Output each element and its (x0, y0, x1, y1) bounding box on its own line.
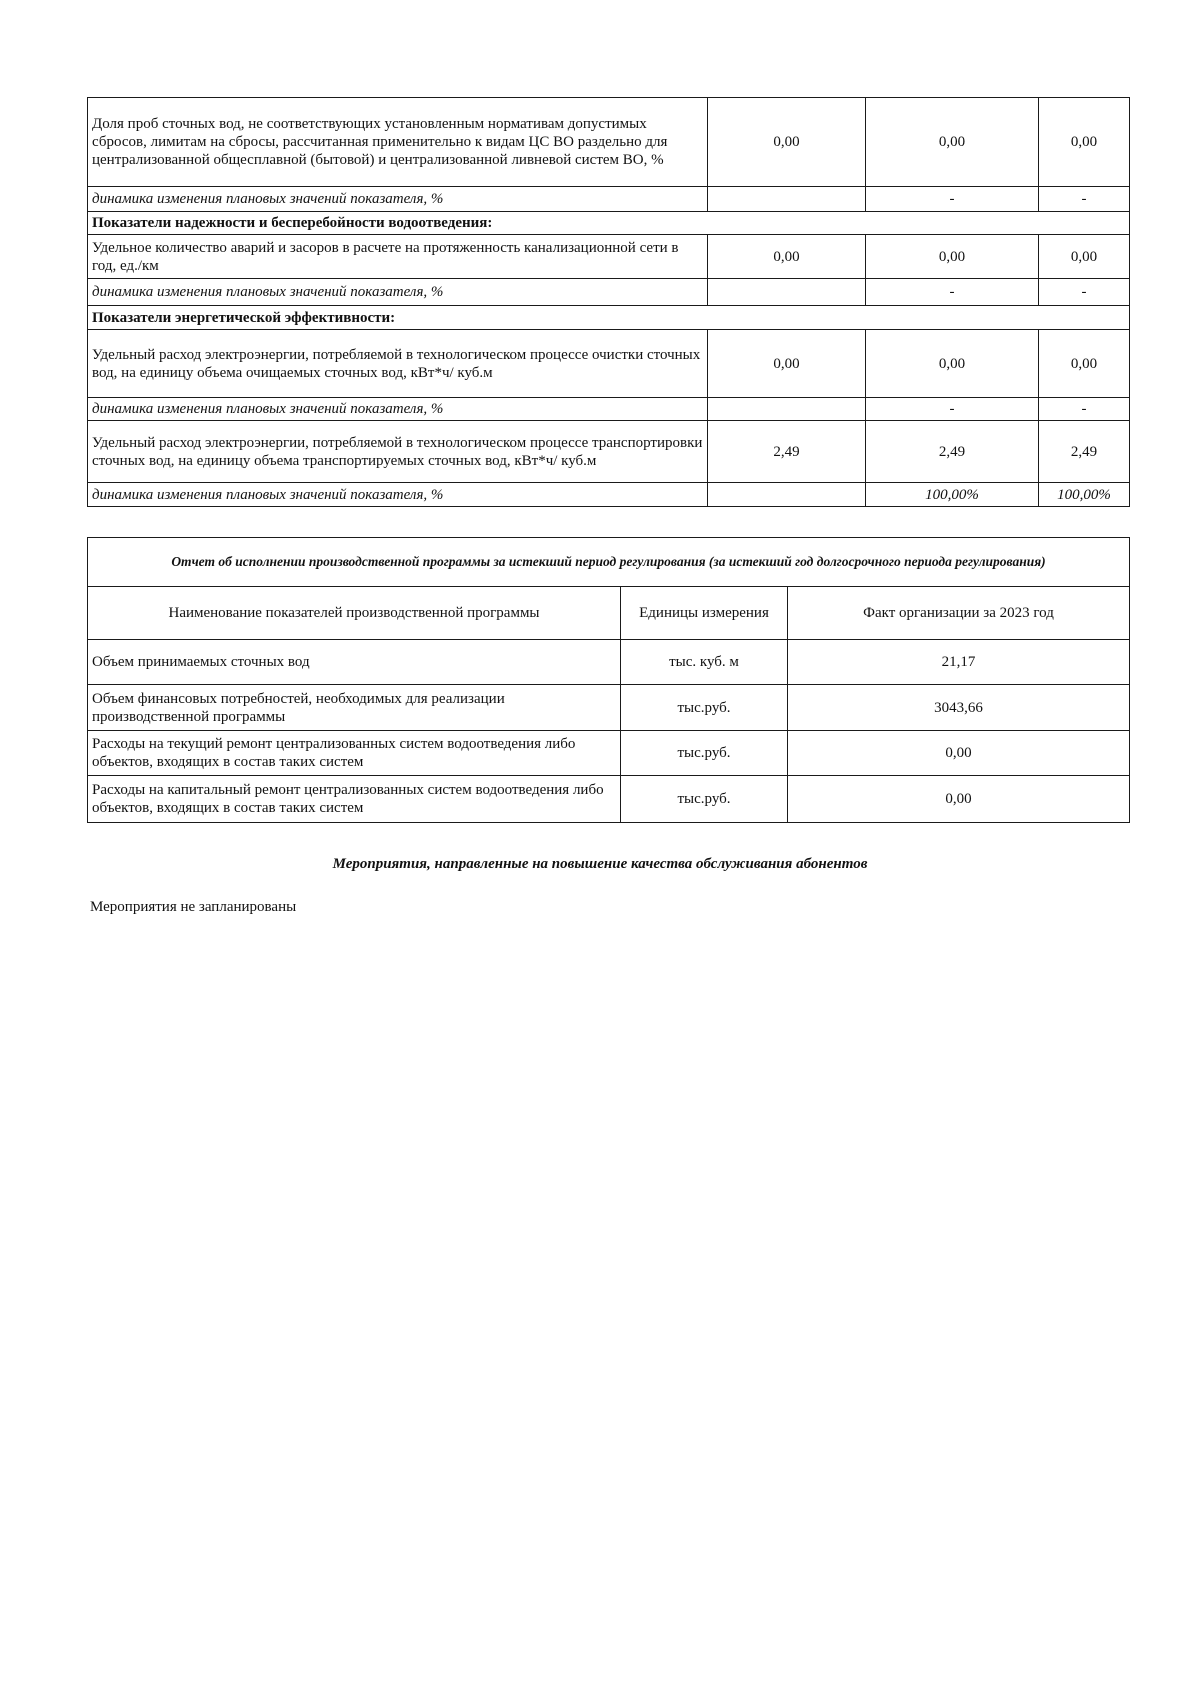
report-row-unit: тыс.руб. (621, 776, 788, 823)
value-cell-3: - (1039, 398, 1130, 421)
report-row-name: Расходы на текущий ремонт централизованных систем водоотведения либо объектов, входящих в состав таких систем (88, 731, 621, 776)
value-cell-2: - (866, 398, 1039, 421)
value-cell-2: 0,00 (866, 330, 1039, 398)
section-title: Показатели энергетической эффективности: (88, 306, 1130, 330)
header-fact: Факт организации за 2023 год (788, 587, 1130, 640)
report-row-name: Объем финансовых потребностей, необходимых для реализации производственной программы (88, 685, 621, 731)
dynamics-row (88, 187, 1130, 212)
report-title: Отчет об исполнении производственной программы за истекший период регулирования (за истекший год долгосрочного периода регулирования) (88, 538, 1130, 587)
report-row (88, 685, 1130, 731)
report-row (88, 731, 1130, 776)
value-cell-2: - (866, 187, 1039, 212)
dynamics-row (88, 483, 1130, 507)
value-cell-1 (708, 483, 866, 507)
value-cell-1: 2,49 (708, 421, 866, 483)
value-cell-2: 0,00 (866, 98, 1039, 187)
value-cell-2: 0,00 (866, 235, 1039, 279)
indicator-label: Удельное количество аварий и засоров в расчете на протяженность канализационной сети в год, ед./км (88, 235, 708, 279)
measures-title: Мероприятия, направленные на повышение качества обслуживания абонентов (332, 856, 868, 872)
dynamics-row (88, 279, 1130, 306)
value-cell-3: - (1039, 187, 1130, 212)
value-cell-1: 0,00 (708, 235, 866, 279)
report-row-unit: тыс. куб. м (621, 640, 788, 685)
section-header-row (88, 306, 1130, 330)
report-row-fact: 0,00 (788, 776, 1130, 823)
indicator-label: Удельный расход электроэнергии, потребляемой в технологическом процессе очистки сточных вод, на единицу объема очищаемых сточных вод, кВт*ч/ куб.м (88, 330, 708, 398)
report-row-unit: тыс.руб. (621, 685, 788, 731)
header-units: Единицы измерения (621, 587, 788, 640)
report-column-headers (88, 587, 1130, 640)
report-row (88, 640, 1130, 685)
report-row-fact: 3043,66 (788, 685, 1130, 731)
dynamics-row (88, 398, 1130, 421)
value-cell-1 (708, 279, 866, 306)
value-cell-1: 0,00 (708, 98, 866, 187)
value-cell-2: 2,49 (866, 421, 1039, 483)
value-cell-3: 0,00 (1039, 98, 1130, 187)
value-cell-3: - (1039, 279, 1130, 306)
report-row-fact: 0,00 (788, 731, 1130, 776)
report-header-row (88, 538, 1130, 587)
value-cell-3: 0,00 (1039, 330, 1130, 398)
dynamics-label: динамика изменения плановых значений показателя, % (88, 398, 708, 421)
value-cell-3: 100,00% (1039, 483, 1130, 507)
value-cell-2: - (866, 279, 1039, 306)
report-row-unit: тыс.руб. (621, 731, 788, 776)
indicator-label: Удельный расход электроэнергии, потребляемой в технологическом процессе транспортировки сточных вод, на единицу объема транспортируемых сточных вод, кВт*ч/ куб.м (88, 421, 708, 483)
header-indicator-name: Наименование показателей производственной программы (88, 587, 621, 640)
dynamics-label: динамика изменения плановых значений показателя, % (88, 279, 708, 306)
indicator-label: Доля проб сточных вод, не соответствующих установленным нормативам допустимых сбросов, лимитам на сбросы, рассчитанная применительно к видам ЦС ВО раздельно для централизованной общесплавной (бытовой) и централизованной ливневой систем ВО, % (88, 98, 708, 187)
indicator-row (88, 98, 1130, 187)
report-row (88, 776, 1130, 823)
section-title: Показатели надежности и бесперебойности водоотведения: (88, 212, 1130, 235)
report-row-name: Расходы на капитальный ремонт централизованных систем водоотведения либо объектов, входящих в состав таких систем (88, 776, 621, 823)
value-cell-1: 0,00 (708, 330, 866, 398)
indicator-row (88, 330, 1130, 398)
indicators-table (87, 97, 1130, 507)
value-cell-3: 2,49 (1039, 421, 1130, 483)
measures-text: Мероприятия не запланированы (90, 899, 297, 915)
value-cell-2: 100,00% (866, 483, 1039, 507)
report-row-fact: 21,17 (788, 640, 1130, 685)
section-header-row (88, 212, 1130, 235)
report-table (87, 537, 1130, 823)
dynamics-label: динамика изменения плановых значений показателя, % (88, 483, 708, 507)
indicator-row (88, 235, 1130, 279)
report-row-name: Объем принимаемых сточных вод (88, 640, 621, 685)
value-cell-3: 0,00 (1039, 235, 1130, 279)
indicator-row (88, 421, 1130, 483)
value-cell-1 (708, 398, 866, 421)
value-cell-1 (708, 187, 866, 212)
dynamics-label: динамика изменения плановых значений показателя, % (88, 187, 708, 212)
